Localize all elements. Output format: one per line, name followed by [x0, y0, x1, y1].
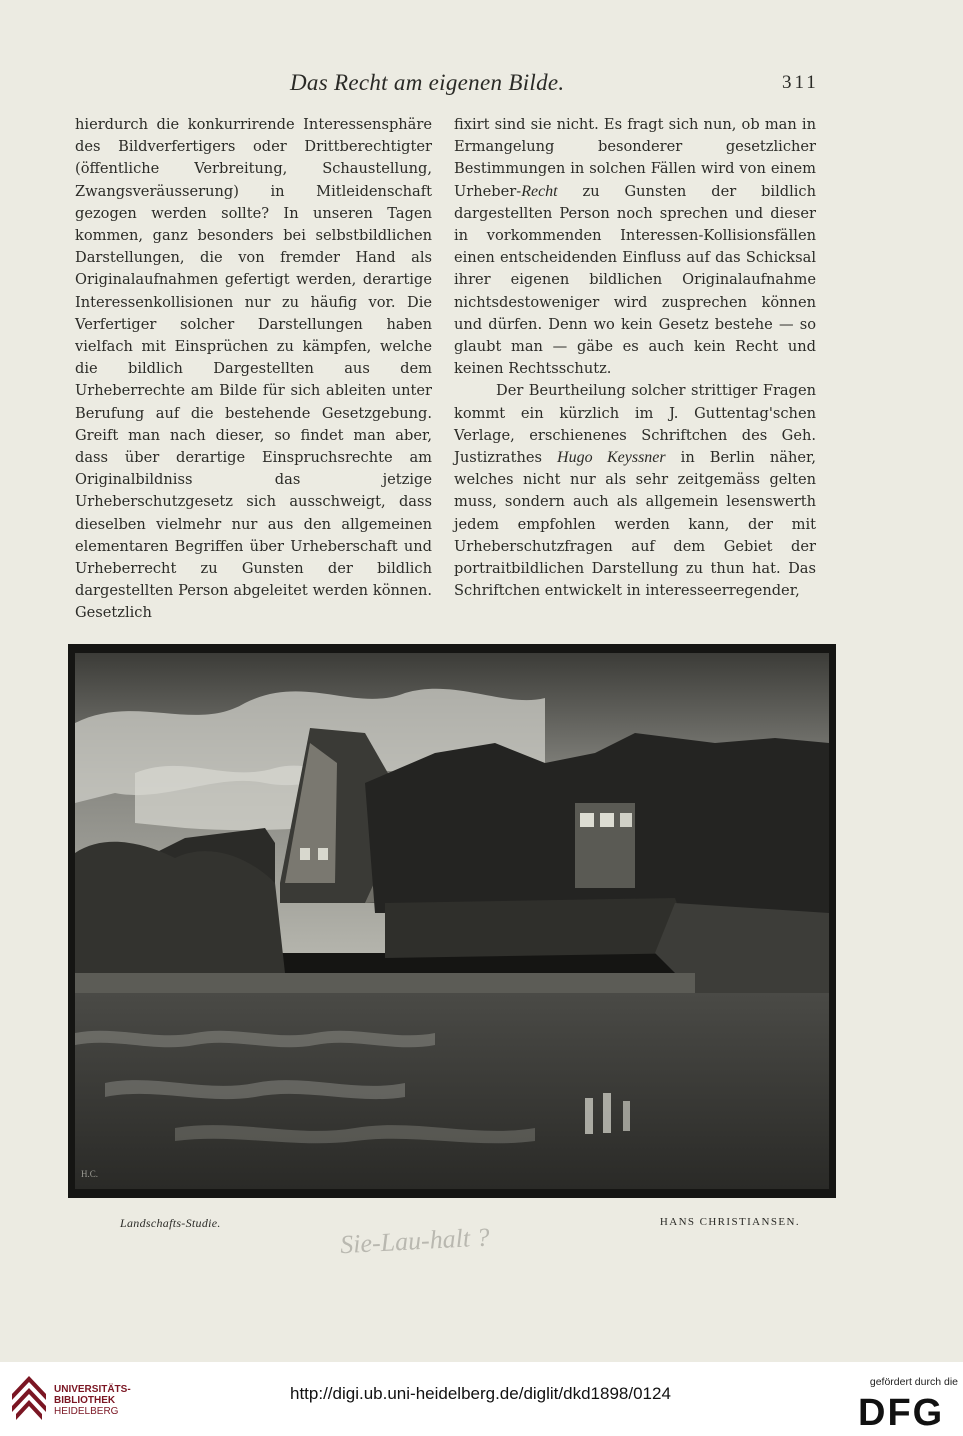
lit-window: [300, 848, 310, 860]
text-column-left: [75, 114, 432, 625]
emphasis-author-name: Hugo Keyssner: [557, 449, 666, 467]
lit-window: [620, 813, 632, 827]
lit-window: [580, 813, 594, 827]
paragraph: Der Beurtheilung solcher strittiger Fragen kommt ein kürzlich im J. Guttentag'schen Verlage, erschienenes Schriftchen des Geh. Justizrathes Hugo Keyssner in Berlin näher, welches nicht nur als sehr zeitgemäss gelten muss, sondern auch als allgemein lesenswerth jedem empfohlen werden kann, der mit Urheberschutzfragen auf dem Gebiet der portraitbildlichen Darstellung zu thun hat. Das Schriftchen entwickelt in interesseerregender,: [454, 382, 816, 600]
digitization-footer: [0, 1362, 963, 1436]
light-reflection: [623, 1101, 630, 1131]
lit-window: [600, 813, 614, 827]
text-column-right: [454, 114, 816, 602]
landscape-illustration: [75, 653, 829, 1189]
plate-caption-title: Landschafts-Studie.: [120, 1216, 221, 1230]
landscape-plate: [68, 644, 836, 1198]
source-url[interactable]: http://digi.ub.uni-heidelberg.de/diglit/dkd1898/0124: [290, 1384, 671, 1403]
plate-caption-artist: HANS CHRISTIANSEN.: [659, 1216, 800, 1228]
pencil-annotation: [320, 1216, 560, 1260]
running-head: [0, 64, 963, 104]
dfg-logo: DFG: [858, 1392, 945, 1434]
light-reflection: [603, 1093, 611, 1133]
light-reflection: [585, 1098, 593, 1134]
paragraph: fixirt sind sie nicht. Es fragt sich nun, ob man in Ermangelung besonderer gesetzlicher Bestimmungen in solchen Fällen wird von einem Urheber-Recht zu Gunsten der bildlich dargestellten Person noch sprechen und dieser in vorkommenden Interessen-Kollisionsfällen einen entscheidenden Einfluss auf das Schicksal ihrer eigenen bildlichen Originalaufnahme nichtsdestoweniger wird zusprechen können und dürfen. Denn wo kein Gesetz bestehe — so glaubt man — gäbe es auch kein Recht und keinen Rechtsschutz.: [454, 116, 816, 378]
university-library-logo: [8, 1372, 50, 1426]
emphasis-recht: Recht: [521, 182, 558, 200]
shed: [385, 898, 695, 958]
plate-monogram: H.C.: [81, 1169, 99, 1179]
pencil-annotation-text: Sie-Lau-halt ?: [339, 1222, 491, 1260]
library-name: UNIVERSITÄTS- BIBLIOTHEK HEIDELBERG: [54, 1384, 131, 1417]
page-number: 311: [782, 72, 819, 93]
paragraph: hierdurch die konkurrirende Interessensphäre des Bildverfertigers oder Drittberechtigter (öffentliche Verbreitung, Schaustellung, Zwangsveräusserung) in Mitleidenschaft gezogen werden sollte? In unseren Tagen kommen, ganz besonders bei selbstbildlichen Darstellungen, die von fremder Hand als Originalaufnahmen gefertigt werden, derartige Interessenkollisionen nur zu häufig vor. Die Verfertiger solcher Darstellungen haben vielfach mit Einsprüchen zu kämpfen, welche die bildlich Dargestellten aus dem Urheberrechte am Bilde für sich ableiten unter Berufung auf die bestehende Gesetzgebung. Greift man nach dieser, so findet man aber, dass über derartige Einspruchsrechte am Originalbildniss das jetzige Urheberschutzgesetz sich ausschweigt, dass dieselben vielmehr nur aus den allgemeinen elementaren Begriffen über Urheberschaft und Urheberrecht zu Gunsten der bildlich dargestellten Person abgeleitet werden können. Gesetzlich: [75, 116, 432, 622]
bank: [75, 973, 695, 995]
lit-window: [318, 848, 328, 860]
funding-note: gefördert durch die: [869, 1376, 958, 1388]
running-title: Das Recht am eigenen Bilde.: [290, 70, 565, 95]
